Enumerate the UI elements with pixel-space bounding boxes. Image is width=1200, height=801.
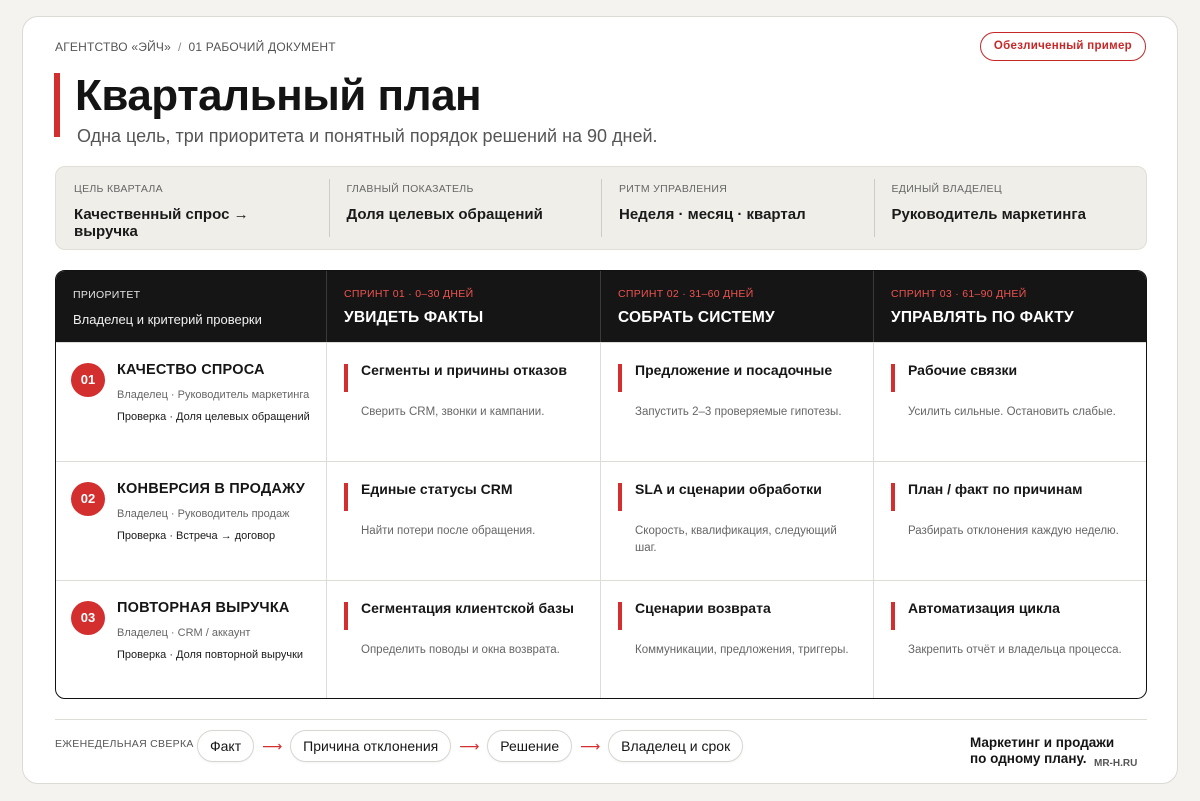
flow-step-decision: Решение <box>487 730 572 762</box>
page-subtitle: Одна цель, три приоритета и понятный порядок решений на 90 дней. <box>77 126 658 146</box>
sprint-title: СОБРАТЬ СИСТЕМУ <box>618 309 775 326</box>
document-card <box>22 16 1178 784</box>
page-title: Квартальный план <box>75 71 482 120</box>
header-priority <box>56 271 326 342</box>
priority-check: Проверка · Доля целевых обращений <box>117 411 310 423</box>
summary-value: Руководитель маркетинга <box>891 206 1086 223</box>
task-description: Закрепить отчёт и владельца процесса. <box>908 644 1122 656</box>
priority-owner: Владелец · CRM / аккаунт <box>117 627 251 639</box>
sprint-kicker: СПРИНТ 02 · 31–60 ДНЕЙ <box>618 288 754 300</box>
task-cell <box>600 580 873 699</box>
summary-metric <box>329 167 602 249</box>
weekly-review-label: ЕЖЕНЕДЕЛЬНАЯ СВЕРКА <box>55 738 194 750</box>
task-cell <box>326 580 600 699</box>
summary-rhythm <box>601 167 874 249</box>
task-accent-bar <box>344 602 348 630</box>
header-kicker: ПРИОРИТЕТ <box>73 289 141 301</box>
priority-name: КОНВЕРСИЯ В ПРОДАЖУ <box>117 481 305 497</box>
arrow-right-icon: ⟶ <box>580 738 601 754</box>
priority-number-badge: 02 <box>71 482 105 516</box>
task-title: Автоматизация цикла <box>908 600 1060 616</box>
priority-cell <box>56 461 326 580</box>
priority-number-badge: 03 <box>71 601 105 635</box>
task-description: Коммуникации, предложения, триггеры. <box>635 644 849 656</box>
priority-owner: Владелец · Руководитель маркетинга <box>117 389 310 401</box>
task-cell <box>600 461 873 580</box>
breadcrumb-document: 01 РАБОЧИЙ ДОКУМЕНТ <box>188 40 336 54</box>
arrow-right-icon: ⟶ <box>459 738 480 754</box>
task-title: SLA и сценарии обработки <box>635 481 822 497</box>
flow-step-owner-deadline: Владелец и срок <box>608 730 743 762</box>
site-url: MR-H.RU <box>1094 758 1138 769</box>
sprint-kicker: СПРИНТ 01 · 0–30 ДНЕЙ <box>344 288 474 300</box>
task-cell <box>873 342 1147 461</box>
task-cell <box>600 342 873 461</box>
summary-value: Доля целевых обращений <box>346 206 543 223</box>
header-sprint-01 <box>326 271 600 342</box>
arrow-right-icon: ⟶ <box>262 738 283 754</box>
header-sprint-03 <box>873 271 1147 342</box>
task-title: Предложение и посадочные <box>635 362 833 378</box>
priority-cell <box>56 342 326 461</box>
summary-value: Качественный спрос → выручка <box>74 206 249 240</box>
breadcrumb-separator: / <box>177 40 182 54</box>
breadcrumb-agency: АГЕНТСТВО «ЭЙЧ» <box>55 40 171 54</box>
task-accent-bar <box>344 483 348 511</box>
title-accent-bar <box>54 73 60 137</box>
priority-check: Проверка · Доля повторной выручки <box>117 649 304 661</box>
task-title: Сценарии возврата <box>635 600 771 616</box>
task-accent-bar <box>618 483 622 511</box>
summary-label: ЕДИНЫЙ ВЛАДЕЛЕЦ <box>891 183 1002 195</box>
task-title: Сегменты и причины отказов <box>361 362 567 378</box>
flow-step-fact: Факт <box>197 730 254 762</box>
sprint-title: УПРАВЛЯТЬ ПО ФАКТУ <box>891 309 1074 326</box>
priority-owner: Владелец · Руководитель продаж <box>117 508 290 520</box>
summary-goal <box>56 167 329 249</box>
task-cell <box>326 342 600 461</box>
task-description: Скорость, квалификация, следующий шаг. <box>635 525 837 554</box>
priority-check: Проверка · Встреча → договор <box>117 530 276 542</box>
summary-label: ГЛАВНЫЙ ПОКАЗАТЕЛЬ <box>346 183 474 195</box>
weekly-review-flow <box>197 730 743 762</box>
task-description: Сверить CRM, звонки и кампании. <box>361 406 545 418</box>
priority-name: КАЧЕСТВО СПРОСА <box>117 362 265 378</box>
task-title: Единые статусы CRM <box>361 481 513 497</box>
task-accent-bar <box>618 602 622 630</box>
priority-cell <box>56 580 326 699</box>
summary-label: ЦЕЛЬ КВАРТАЛА <box>74 183 163 195</box>
summary-owner <box>874 167 1147 249</box>
task-cell <box>873 580 1147 699</box>
summary-panel <box>55 166 1147 250</box>
task-description: Разбирать отклонения каждую неделю. <box>908 525 1119 537</box>
task-cell <box>326 461 600 580</box>
task-description: Определить поводы и окна возврата. <box>361 644 560 656</box>
tagline-line-2: по одному плану. <box>970 751 1087 766</box>
task-accent-bar <box>618 364 622 392</box>
priority-name: ПОВТОРНАЯ ВЫРУЧКА <box>117 600 290 616</box>
sprint-title: УВИДЕТЬ ФАКТЫ <box>344 309 484 326</box>
sprint-kicker: СПРИНТ 03 · 61–90 ДНЕЙ <box>891 288 1027 300</box>
breadcrumb <box>55 40 336 54</box>
tagline <box>970 735 1114 767</box>
summary-value: Неделя · месяц · квартал <box>619 206 806 223</box>
task-description: Запустить 2–3 проверяемые гипотезы. <box>635 406 842 418</box>
tagline-line-1: Маркетинг и продажи <box>970 735 1115 750</box>
task-accent-bar <box>344 364 348 392</box>
task-cell <box>873 461 1147 580</box>
task-description: Найти потери после обращения. <box>361 525 536 537</box>
flow-step-reason: Причина отклонения <box>290 730 451 762</box>
priority-number-badge: 01 <box>71 363 105 397</box>
task-accent-bar <box>891 364 895 392</box>
summary-label: РИТМ УПРАВЛЕНИЯ <box>619 183 728 195</box>
plan-table <box>55 270 1147 699</box>
footer-divider <box>55 719 1147 720</box>
header-sub: Владелец и критерий проверки <box>73 312 262 327</box>
header-sprint-02 <box>600 271 873 342</box>
task-accent-bar <box>891 602 895 630</box>
task-accent-bar <box>891 483 895 511</box>
task-title: Сегментация клиентской базы <box>361 600 575 616</box>
anonymized-example-badge: Обезличенный пример <box>980 32 1146 61</box>
task-title: Рабочие связки <box>908 362 1018 378</box>
task-title: План / факт по причинам <box>908 481 1083 497</box>
task-description: Усилить сильные. Остановить слабые. <box>908 406 1116 418</box>
